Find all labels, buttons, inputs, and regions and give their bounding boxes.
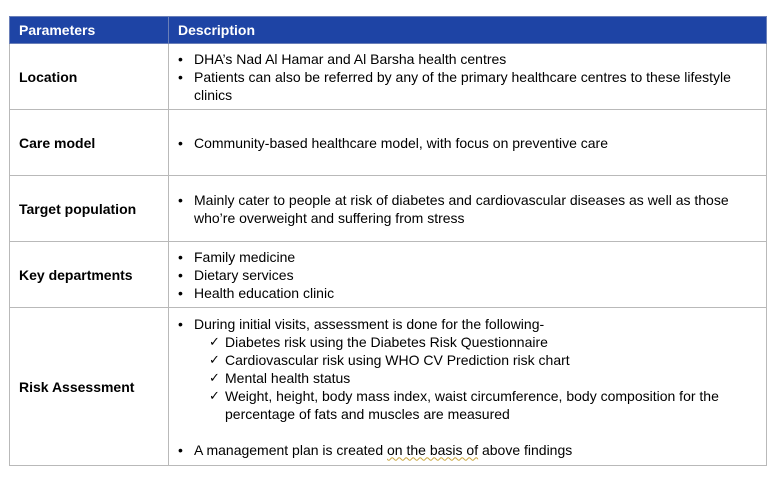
- bullet-list: [176, 248, 758, 302]
- description-cell: [169, 176, 767, 242]
- param-location: Location: [10, 44, 169, 110]
- check-icon: ✓: [209, 333, 220, 349]
- description-cell: [169, 44, 767, 110]
- description-cell: [169, 242, 767, 308]
- param-risk-assessment: Risk Assessment: [10, 308, 169, 466]
- spellcheck-underlined-text: on the basis of: [387, 441, 479, 458]
- bullet-list: [176, 50, 758, 104]
- bullet-icon: •: [178, 248, 183, 265]
- bullet-icon: •: [178, 68, 183, 85]
- check-item: ✓ Cardiovascular risk using WHO CV Prediction risk chart: [209, 351, 570, 368]
- bullet-icon: •: [178, 284, 183, 301]
- bullet-list: [176, 315, 758, 459]
- check-item: ✓ Diabetes risk using the Diabetes Risk Questionnaire: [209, 333, 548, 350]
- table-row: [10, 242, 767, 308]
- check-icon: ✓: [209, 387, 220, 403]
- table-row: [10, 308, 767, 466]
- list-item: • Health education clinic: [178, 284, 335, 301]
- check-item: ✓ Mental health status: [209, 369, 351, 386]
- list-item: • Family medicine: [178, 248, 296, 265]
- bullet-list: [176, 191, 758, 227]
- list-item: • Mainly cater to people at risk of diabetes and cardiovascular diseases as well as those who’re overweight and suffering from stress: [178, 191, 729, 226]
- bullet-icon: •: [178, 191, 183, 208]
- description-cell: [169, 110, 767, 176]
- list-item: • Community-based healthcare model, with focus on preventive care: [178, 134, 608, 151]
- table-row: [10, 44, 767, 110]
- bullet-icon: •: [178, 315, 183, 332]
- list-item: • During initial visits, assessment is done for the following- ✓ Diabetes risk using the Diabetes Risk Questionnaire ✓ Cardiovascular risk using WHO CV Prediction risk chart ✓ Mental health status ✓ Weight, height, body mass index, waist circumference, body composition for the percentage of fats and muscles are measured: [176, 315, 758, 423]
- bullet-icon: •: [178, 266, 183, 283]
- param-key-departments: Key departments: [10, 242, 169, 308]
- bullet-icon: •: [178, 134, 183, 151]
- param-care-model: Care model: [10, 110, 169, 176]
- check-list: [194, 333, 758, 423]
- bullet-icon: •: [178, 50, 183, 67]
- table-row: [10, 110, 767, 176]
- spacer: [176, 423, 758, 441]
- list-item: • Patients can also be referred by any of the primary healthcare centres to these lifestyle clinics: [178, 68, 731, 103]
- check-item: ✓ Weight, height, body mass index, waist circumference, body composition for the percentage of fats and muscles are measured: [209, 387, 719, 422]
- list-item: • DHA’s Nad Al Hamar and Al Barsha health centres: [178, 50, 507, 67]
- header-description: Description: [169, 17, 767, 44]
- bullet-list: [176, 134, 758, 152]
- list-item: • A management plan is created on the basis of above findings: [178, 441, 573, 458]
- bullet-icon: •: [178, 441, 183, 458]
- check-icon: ✓: [209, 351, 220, 367]
- list-item: • Dietary services: [178, 266, 294, 283]
- header-parameters: Parameters: [10, 17, 169, 44]
- description-cell: [169, 308, 767, 466]
- check-icon: ✓: [209, 369, 220, 385]
- table-header-row: [10, 17, 767, 44]
- table-row: [10, 176, 767, 242]
- parameters-table: [9, 16, 767, 466]
- param-target-population: Target population: [10, 176, 169, 242]
